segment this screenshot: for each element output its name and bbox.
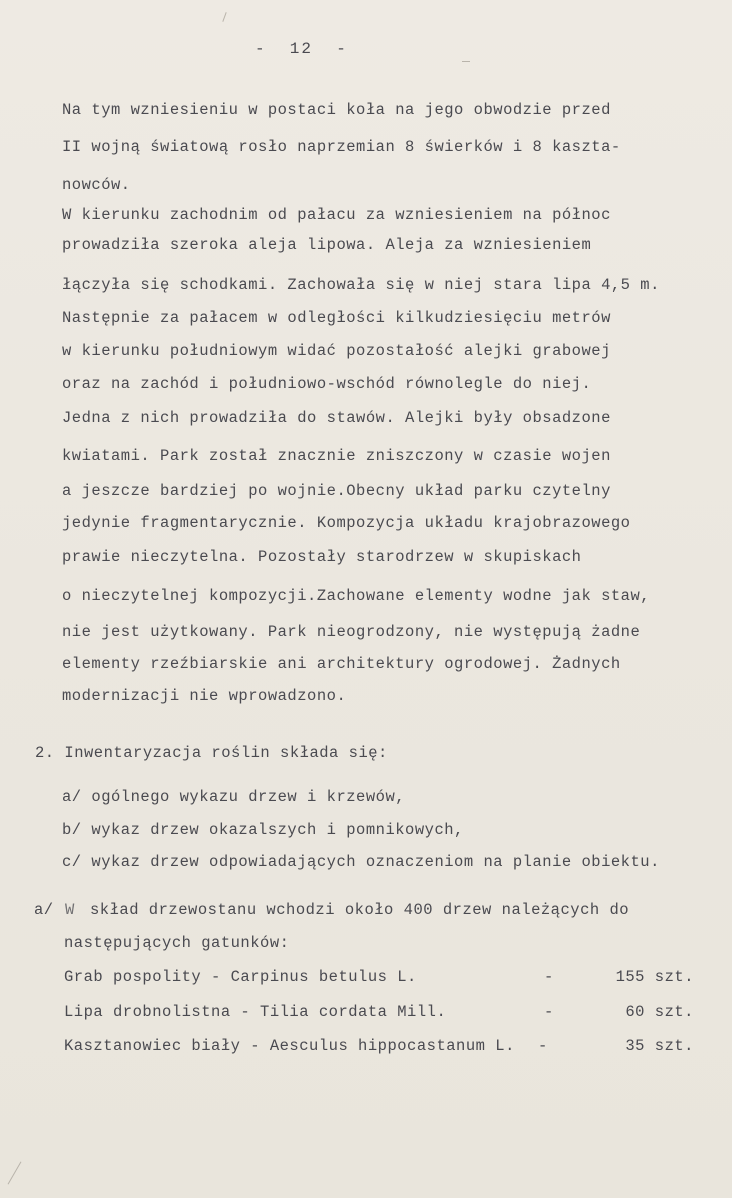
paragraph-line: prawie nieczytelna. Pozostały starodrzew w skupiskach — [62, 548, 582, 566]
paragraph-line: modernizacji nie wprowadzono. — [62, 687, 347, 705]
margin-mark — [462, 61, 470, 62]
paragraph-line: kwiatami. Park został znacznie zniszczony w czasie wojen — [62, 447, 611, 465]
species-row — [64, 1001, 704, 1023]
page-number: - 12 - — [255, 40, 348, 58]
list-item: a/ ogólnego wykazu drzew i krzewów, — [62, 788, 406, 806]
paragraph-line: następujących gatunków: — [64, 934, 290, 952]
margin-mark — [8, 1161, 22, 1184]
paragraph-line: skład drzewostanu wchodzi około 400 drzew należących do — [90, 901, 630, 919]
species-row — [64, 966, 704, 988]
list-item: b/ wykaz drzew okazalszych i pomnikowych, — [62, 821, 464, 839]
paragraph-line: o nieczytelnej kompozycji.Zachowane elementy wodne jak staw, — [62, 587, 651, 605]
section-heading: 2. Inwentaryzacja roślin składa się: — [35, 744, 388, 762]
paragraph-line: a jeszcze bardziej po wojnie.Obecny układ parku czytelny — [62, 482, 611, 500]
species-count: 155 szt. — [615, 968, 694, 986]
paragraph-line: nowców. — [62, 176, 131, 194]
paragraph-line: nie jest użytkowany. Park nieogrodzony, nie występują żadne — [62, 623, 641, 641]
species-count: 35 szt. — [625, 1037, 694, 1055]
species-name: Grab pospolity - Carpinus betulus L. — [64, 968, 417, 986]
species-count: 60 szt. — [625, 1003, 694, 1021]
margin-mark — [222, 12, 226, 22]
paragraph-line: w kierunku południowym widać pozostałość alejki grabowej — [62, 342, 611, 360]
species-dash: - — [538, 1037, 548, 1055]
paragraph-line: Następnie za pałacem w odległości kilkudziesięciu metrów — [62, 309, 611, 327]
species-dash: - — [544, 1003, 554, 1021]
species-row — [64, 1035, 704, 1057]
paragraph-line: Na tym wzniesieniu w postaci koła na jego obwodzie przed — [62, 101, 611, 119]
species-dash: - — [544, 968, 554, 986]
paragraph-line: II wojną światową rosło naprzemian 8 świerków i 8 kaszta- — [62, 138, 621, 156]
paragraph-line: Jedna z nich prowadziła do stawów. Alejki były obsadzone — [62, 409, 611, 427]
paragraph-line: łączyła się schodkami. Zachowała się w niej stara lipa 4,5 m. — [62, 276, 660, 294]
struck-letter: W — [65, 901, 75, 919]
paragraph-line: elementy rzeźbiarskie ani architektury ogrodowej. Żadnych — [62, 655, 621, 673]
paragraph-line: prowadziła szeroka aleja lipowa. Aleja za wzniesieniem — [62, 236, 592, 254]
species-name: Lipa drobnolistna - Tilia cordata Mill. — [64, 1003, 447, 1021]
paragraph-line: oraz na zachód i południowo-wschód równolegle do niej. — [62, 375, 592, 393]
species-name: Kasztanowiec biały - Aesculus hippocastanum L. — [64, 1037, 515, 1055]
paragraph-line: jedynie fragmentarycznie. Kompozycja układu krajobrazowego — [62, 514, 631, 532]
paragraph-line: W kierunku zachodnim od pałacu za wzniesieniem na północ — [62, 206, 611, 224]
list-item: c/ wykaz drzew odpowiadających oznaczeniom na planie obiektu. — [62, 853, 660, 871]
subsection-label: a/ — [34, 901, 54, 919]
